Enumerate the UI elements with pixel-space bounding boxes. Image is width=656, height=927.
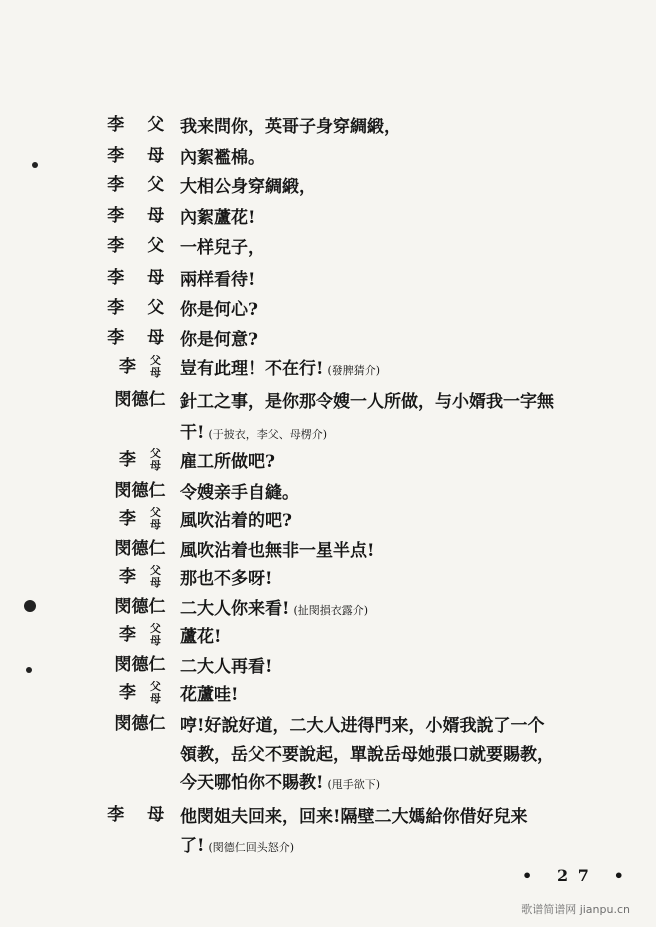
speaker-role: 父 xyxy=(150,354,161,367)
dialogue-line xyxy=(100,447,620,477)
speaker-label xyxy=(100,622,180,648)
page-number: • 27 • xyxy=(522,866,634,885)
dialogue-text: 你是何意? xyxy=(180,330,258,350)
speaker-label xyxy=(100,564,180,590)
dialogue-line xyxy=(100,652,620,682)
dialogue-line xyxy=(100,711,620,741)
dialogue-line xyxy=(100,295,620,325)
speaker-role: 父 xyxy=(150,506,161,519)
dialogue-line xyxy=(100,172,620,202)
speaker-label: 閔德仁 xyxy=(114,539,166,559)
speaker-name: 李 xyxy=(119,450,136,470)
dialogue-text xyxy=(180,768,620,800)
speaker-roles xyxy=(150,448,161,472)
speaker-label: 李 母 xyxy=(107,206,173,226)
dialogue-text xyxy=(180,418,620,450)
dialogue-text: 雇工所做吧? xyxy=(180,452,275,472)
dialogue-text: 大相公身穿綢緞， xyxy=(180,177,316,197)
dialogue-text: 針工之事，是你那令嫂一人所做，与小婿我一字無 xyxy=(180,392,554,412)
speaker-label xyxy=(100,354,180,380)
speaker-label: 閔德仁 xyxy=(114,714,166,734)
speaker-role: 父 xyxy=(150,447,161,460)
speaker-label: 李 父 xyxy=(107,115,173,135)
speaker-roles xyxy=(150,507,161,531)
dialogue-line xyxy=(100,831,620,863)
dialogue-line xyxy=(100,325,620,355)
dialogue-text: 那也不多呀! xyxy=(180,569,273,589)
watermark: 歌谱简谱网 jianpu.cn xyxy=(521,903,630,916)
stage-direction: (甩手欲下) xyxy=(327,778,381,791)
dialogue-text: 哼!好說好道，二大人进得門来，小婿我說了一个 xyxy=(180,716,545,736)
speaker-roles xyxy=(150,623,161,647)
dialogue-words: 干! xyxy=(180,423,205,443)
dialogue-line xyxy=(100,203,620,233)
dialogue-line xyxy=(100,233,620,263)
dialogue-text: 兩样看待! xyxy=(180,270,256,290)
dialogue-text: 一样兒子， xyxy=(180,238,265,258)
dialogue-line xyxy=(100,768,620,800)
speaker-label xyxy=(100,506,180,532)
speaker-label xyxy=(100,680,180,706)
speaker-roles xyxy=(150,565,161,589)
dialogue-text: 內絮蘆花! xyxy=(180,208,256,228)
dialogue-line xyxy=(100,112,620,142)
dialogue-text: 風吹沾着的吧? xyxy=(180,511,292,531)
dialogue-words: 了! xyxy=(180,836,205,856)
dialogue-line xyxy=(100,418,620,450)
margin-mark xyxy=(26,667,32,673)
dialogue-line xyxy=(100,506,620,536)
dialogue-line xyxy=(100,622,620,652)
speaker-role: 父 xyxy=(150,680,161,693)
speaker-label: 李 母 xyxy=(107,146,173,166)
speaker-label: 閔德仁 xyxy=(114,481,166,501)
stage-direction: (發脾猜介) xyxy=(327,364,381,377)
speaker-roles xyxy=(150,355,161,379)
dialogue-words: 今天哪怕你不賜教! xyxy=(180,773,324,793)
speaker-name: 李 xyxy=(119,357,136,377)
speaker-name: 李 xyxy=(119,625,136,645)
dialogue-text: 我来問你，英哥子身穿綢緞， xyxy=(180,117,401,137)
dialogue-text: 他閔姐夫回来，回来!隔壁二大媽給你借好兒来 xyxy=(180,807,528,827)
dialogue-line xyxy=(100,354,620,386)
dialogue-line xyxy=(100,564,620,594)
speaker-label: 閔德仁 xyxy=(114,655,166,675)
speaker-role: 母 xyxy=(150,366,161,379)
margin-mark xyxy=(32,162,38,168)
dialogue-line xyxy=(100,680,620,710)
speaker-name: 李 xyxy=(119,683,136,703)
speaker-label xyxy=(100,447,180,473)
speaker-name: 李 xyxy=(119,509,136,529)
speaker-label: 李 母 xyxy=(107,328,173,348)
dialogue-words: 豈有此理！不在行! xyxy=(180,359,324,379)
dialogue-line xyxy=(100,478,620,508)
speaker-role: 母 xyxy=(150,518,161,531)
dialogue-text xyxy=(180,831,620,863)
speaker-roles xyxy=(150,681,161,705)
speaker-label: 李 母 xyxy=(107,805,173,825)
speaker-label: 閔德仁 xyxy=(114,597,166,617)
dialogue-text xyxy=(180,354,620,386)
stage-direction: (于披衣，李父、母楞介) xyxy=(208,428,328,441)
speaker-label: 李 父 xyxy=(107,175,173,195)
speaker-label: 閔德仁 xyxy=(114,390,166,410)
dialogue-text: 內絮襤棉。 xyxy=(180,148,265,168)
speaker-name: 李 xyxy=(119,567,136,587)
dialogue-text: 風吹沾着也無非一星半点! xyxy=(180,541,375,561)
dialogue-text: 二大人再看! xyxy=(180,657,273,677)
speaker-role: 父 xyxy=(150,564,161,577)
speaker-label: 李 父 xyxy=(107,236,173,256)
dialogue-words: 二大人你来看! xyxy=(180,599,290,619)
margin-mark xyxy=(24,600,36,612)
dialogue-line xyxy=(100,265,620,295)
dialogue-line xyxy=(100,143,620,173)
speaker-role: 母 xyxy=(150,459,161,472)
dialogue-text: 領教，岳父不要說起，單說岳母她張口就要賜教， xyxy=(180,745,554,765)
dialogue-text: 花蘆哇! xyxy=(180,685,239,705)
dialogue-text: 你是何心? xyxy=(180,300,258,320)
dialogue-line xyxy=(100,802,620,832)
dialogue-line xyxy=(100,387,620,417)
dialogue-text: 蘆花! xyxy=(180,627,222,647)
dialogue-line xyxy=(100,536,620,566)
stage-direction: (閔德仁回头怒介) xyxy=(208,841,295,854)
speaker-label: 李 父 xyxy=(107,298,173,318)
speaker-role: 母 xyxy=(150,634,161,647)
stage-direction: (扯閔損衣露介) xyxy=(293,604,369,617)
speaker-role: 母 xyxy=(150,576,161,589)
speaker-role: 父 xyxy=(150,622,161,635)
dialogue-line xyxy=(100,740,620,770)
speaker-role: 母 xyxy=(150,692,161,705)
dialogue-text: 令嫂亲手自縫。 xyxy=(180,483,299,503)
speaker-label: 李 母 xyxy=(107,268,173,288)
